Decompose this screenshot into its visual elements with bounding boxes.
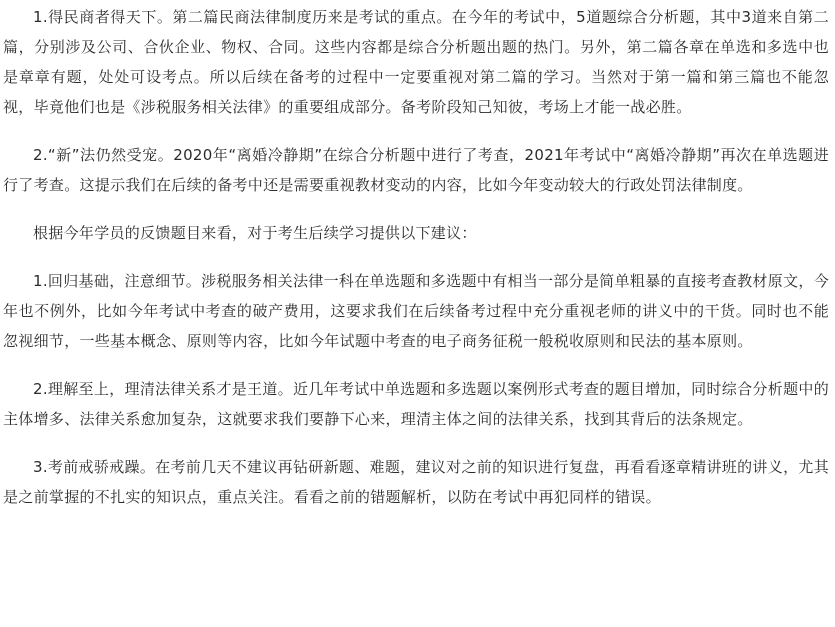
paragraph-new-law-focus: 2.“新”法仍然受宠。2020年“离婚冷静期”在综合分析题中进行了考查，2021年考试中“离婚冷静期”再次在单选题进行了考查。这提示我们在后续的备考中还是需要重视教材变动的内容，比如今年变动较大的行政处罚法律制度。 <box>3 146 829 194</box>
paragraph-suggestion-understanding: 2.理解至上，理清法律关系才是王道。近几年考试中单选题和多选题以案例形式考查的题目增加，同时综合分析题中的主体增多、法律关系愈加复杂，这就要求我们要静下心来，理清主体之间的法律关系，找到其背后的法条规定。 <box>3 380 829 428</box>
paragraph-civil-commercial-law: 1.得民商者得天下。第二篇民商法律制度历来是考试的重点。在今年的考试中，5道题综合分析题，其中3道来自第二篇，分别涉及公司、合伙企业、物权、合同。这些内容都是综合分析题出题的热门。另外，第二篇各章在单选和多选中也是章章有题，处处可设考点。所以后续在备考的过程中一定要重视对第二篇的学习。当然对于第一篇和第三篇也不能忽视，毕竟他们也是《涉税服务相关法律》的重要组成部分。备考阶段知己知彼，考场上才能一战必胜。 <box>3 8 829 116</box>
paragraph-suggestions-intro: 根据今年学员的反馈题目来看，对于考生后续学习提供以下建议： <box>33 224 477 242</box>
article-body <box>3 2 829 530</box>
paragraph-suggestion-calm: 3.考前戒骄戒躁。在考前几天不建议再钻研新题、难题，建议对之前的知识进行复盘，再看看逐章精讲班的讲义，尤其是之前掌握的不扎实的知识点，重点关注。看看之前的错题解析，以防在考试中再犯同样的错误。 <box>3 458 829 506</box>
paragraph-suggestion-basics: 1.回归基础，注意细节。涉税服务相关法律一科在单选题和多选题中有相当一部分是简单粗暴的直接考查教材原文，今年也不例外，比如今年考试中考查的破产费用，这要求我们在后续备考过程中充分重视老师的讲义中的干货。同时也不能忽视细节，一些基本概念、原则等内容，比如今年试题中考查的电子商务征税一般税收原则和民法的基本原则。 <box>3 272 829 350</box>
